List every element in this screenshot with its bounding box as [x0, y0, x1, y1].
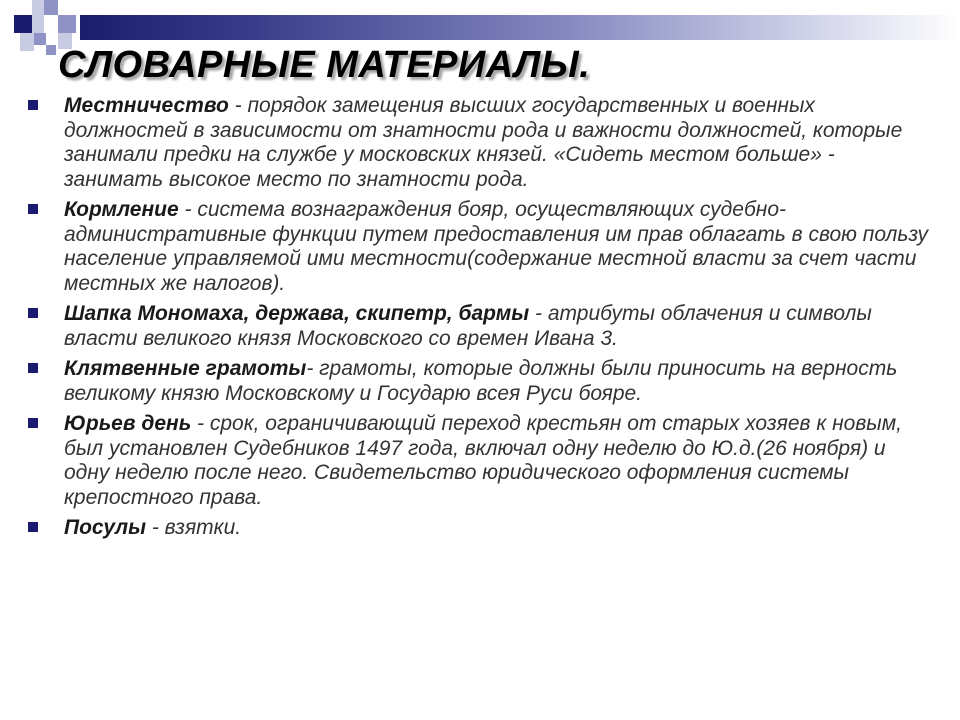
term: Местничество	[64, 94, 229, 117]
header-decor-square	[20, 33, 34, 51]
definition: - система вознаграждения бояр, осуществляющих судебно-административные функции путем предоставления им прав облагать в свою пользу население управляемой ими местности(содержание местной власти за счет части местных же налогов).	[64, 198, 928, 295]
list-item	[28, 94, 928, 192]
term: Юрьев день	[64, 412, 192, 435]
header-decor-square	[34, 33, 46, 45]
list-item	[28, 516, 928, 541]
header-decor-square	[32, 15, 44, 33]
definitions-list	[28, 94, 928, 547]
definition: - взятки.	[146, 516, 242, 539]
header-decor-square	[58, 15, 76, 33]
list-item	[28, 412, 928, 510]
header-decor-square	[46, 45, 56, 55]
square-bullet-icon	[28, 522, 38, 532]
square-bullet-icon	[28, 308, 38, 318]
definition: - срок, ограничивающий переход крестьян от старых хозяев к новым, был установлен Судебников 1497 года, включал одну неделю до Ю.д.(26 ноября) и одну неделю после него. Свидетельство юридического оформления системы крепостного права.	[64, 412, 902, 509]
list-item	[28, 302, 928, 351]
definition: - атрибуты облачения и символы власти великого князя Московского со времен Ивана 3.	[64, 302, 872, 350]
term: Шапка Мономаха, держава, скипетр, бармы	[64, 302, 530, 325]
square-bullet-icon	[28, 363, 38, 373]
term: Посулы	[64, 516, 147, 539]
list-item	[28, 357, 928, 406]
header-decor-square	[32, 0, 44, 15]
square-bullet-icon	[28, 418, 38, 428]
header-decor-square	[44, 0, 58, 15]
header-gradient-bar	[80, 15, 960, 40]
header-decor-square	[14, 15, 32, 33]
definition: - порядок замещения высших государственных и военных должностей в зависимости от знатности рода и важности должностей, которые занимали предки на службе у московских князей. «Сидеть местом больше» - занимать высокое место по знатности рода.	[64, 94, 903, 191]
square-bullet-icon	[28, 204, 38, 214]
square-bullet-icon	[28, 100, 38, 110]
definition: - грамоты, которые должны были приносить на верность великому князю Московскому и Государю всея Руси бояре.	[64, 357, 898, 405]
term: Кормление	[64, 198, 179, 221]
slide-title: СЛОВАРНЫЕ МАТЕРИАЛЫ.	[58, 44, 591, 86]
term: Клятвенные грамоты	[64, 357, 307, 380]
list-item	[28, 198, 928, 296]
